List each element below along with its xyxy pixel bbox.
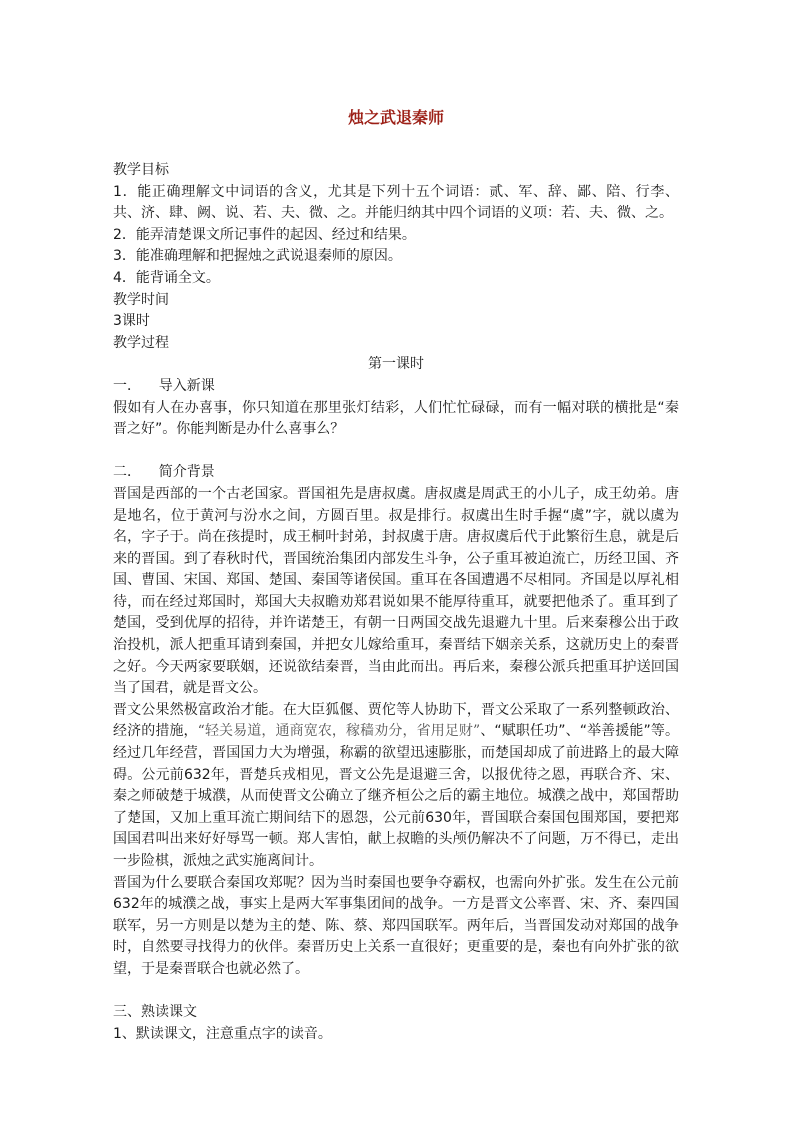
section-1-text: 假如有人在办喜事，你只知道在那里张灯结彩，人们忙忙碌碌，而有一幅对联的横批是“秦晋之好”。你能判断是办什么喜事么？ [113, 399, 679, 438]
section-2-paragraph-2 [113, 700, 679, 873]
section-2-paragraph-2-start: 晋文公果然极富政治才能。在大臣狐偃、贾佗等人协助下，晋文公采取了一系列整顿政治、经济的措施， [113, 701, 679, 740]
section-2-paragraph-2-end: 、“赋职任功”、“举善援能”等。经过几年经营，晋国国力大为增强，称霸的欲望迅速膨胀，而楚国却成了前进路上的最大障碍。公元前632年，晋楚兵戎相见，晋文公先是退避三舍，以报优待之恩，再联合齐、宋、秦之师破楚于城濮，从而使晋文公确立了继齐桓公之后的霸主地位。城濮之战中，郑国帮助了楚国，又加上重耳流亡期间结下的恩怨，公元前630年，晋国联合秦国包围郑国，要把郑国国君叫出来好好辱骂一顿。郑人害怕，献上叔瞻的头颅仍解决不了问题，万不得已，走出一步险棋，派烛之武实施离间计。 [113, 723, 679, 869]
document-title: 烛之武退秦师 [347, 108, 444, 127]
time-heading: 教学时间 [113, 291, 169, 308]
section-3-heading: 三、熟读课文 [113, 1004, 197, 1021]
goal-item-2: 2．能弄清楚课文所记事件的起因、经过和结果。 [113, 226, 416, 243]
policy-quote: “轻关易道，通商宽农，稼穑劝分，省用足财” [197, 723, 481, 740]
section-2-paragraph-3: 晋国为什么要联合秦国攻郑呢？因为当时秦国也要争夺霸权，也需向外扩张。发生在公元前632年的城濮之战，事实上是两大军事集团间的战争。一方是晋文公率晋、宋、齐、秦四国联军，另一方则是以楚为主的楚、陈、蔡、郑四国联军。两年后，当晋国发动对郑国的战争时，自然要寻找得力的伙伴。秦晋历史上关系一直很好；更重要的是，秦也有向外扩张的欲望，于是秦晋联合也就必然了。 [113, 874, 679, 977]
goal-item-3: 3．能准确理解和把握烛之武说退秦师的原因。 [113, 248, 402, 265]
section-2-heading: 二． 简介背景 [113, 464, 215, 481]
section-2-paragraph-1: 晋国是西部的一个古老国家。晋国祖先是唐叔虞。唐叔虞是周武王的小儿子，成王幼弟。唐是地名，位于黄河与汾水之间，方圆百里。叔是排行。叔虞出生时手握“虞”字，就以虞为名，字子于。尚在孩提时，成王桐叶封弟，封叔虞于唐。唐叔虞后代于此繁衍生息，就是后来的晋国。到了春秋时代，晋国统治集团内部发生斗争，公子重耳被迫流亡，历经卫国、齐国、曹国、宋国、郑国、楚国、秦国等诸侯国。重耳在各国遭遇不尽相同。齐国是以厚礼相待，而在经过郑国时，郑国大夫叔瞻劝郑君说如果不能厚待重耳，就要把他杀了。重耳到了楚国，受到优厚的招待，并许诺楚王，有朝一日两国交战先退避九十里。后来秦穆公出于政治投机，派人把重耳请到秦国，并把女儿嫁给重耳，秦晋结下姻亲关系，这就历史上的秦晋之好。今天两家要联姻，还说欲结秦晋，当由此而出。再后来，秦穆公派兵把重耳护送回国当了国君，就是晋文公。 [113, 485, 679, 697]
spacer [113, 981, 679, 1003]
process-heading: 教学过程 [113, 334, 169, 351]
section-3-item-1: 1、默读课文，注意重点字的读音。 [113, 1025, 332, 1042]
spacer [113, 441, 679, 463]
section-1-heading: 一． 导入新课 [113, 377, 215, 394]
document-body [113, 160, 679, 1045]
time-value: 3课时 [113, 313, 150, 330]
goal-heading: 教学目标 [113, 162, 169, 178]
lesson-heading: 第一课时 [368, 356, 424, 373]
goal-item-4: 4．能背诵全文。 [113, 269, 220, 286]
goal-item-1: 1．能正确理解文中词语的含义，尤其是下列十五个词语：贰、军、辞、鄙、陪、行李、共、济、肆、阙、说、若、夫、微、之。并能归纳其中四个词语的义项：若、夫、微、之。 [113, 183, 679, 222]
